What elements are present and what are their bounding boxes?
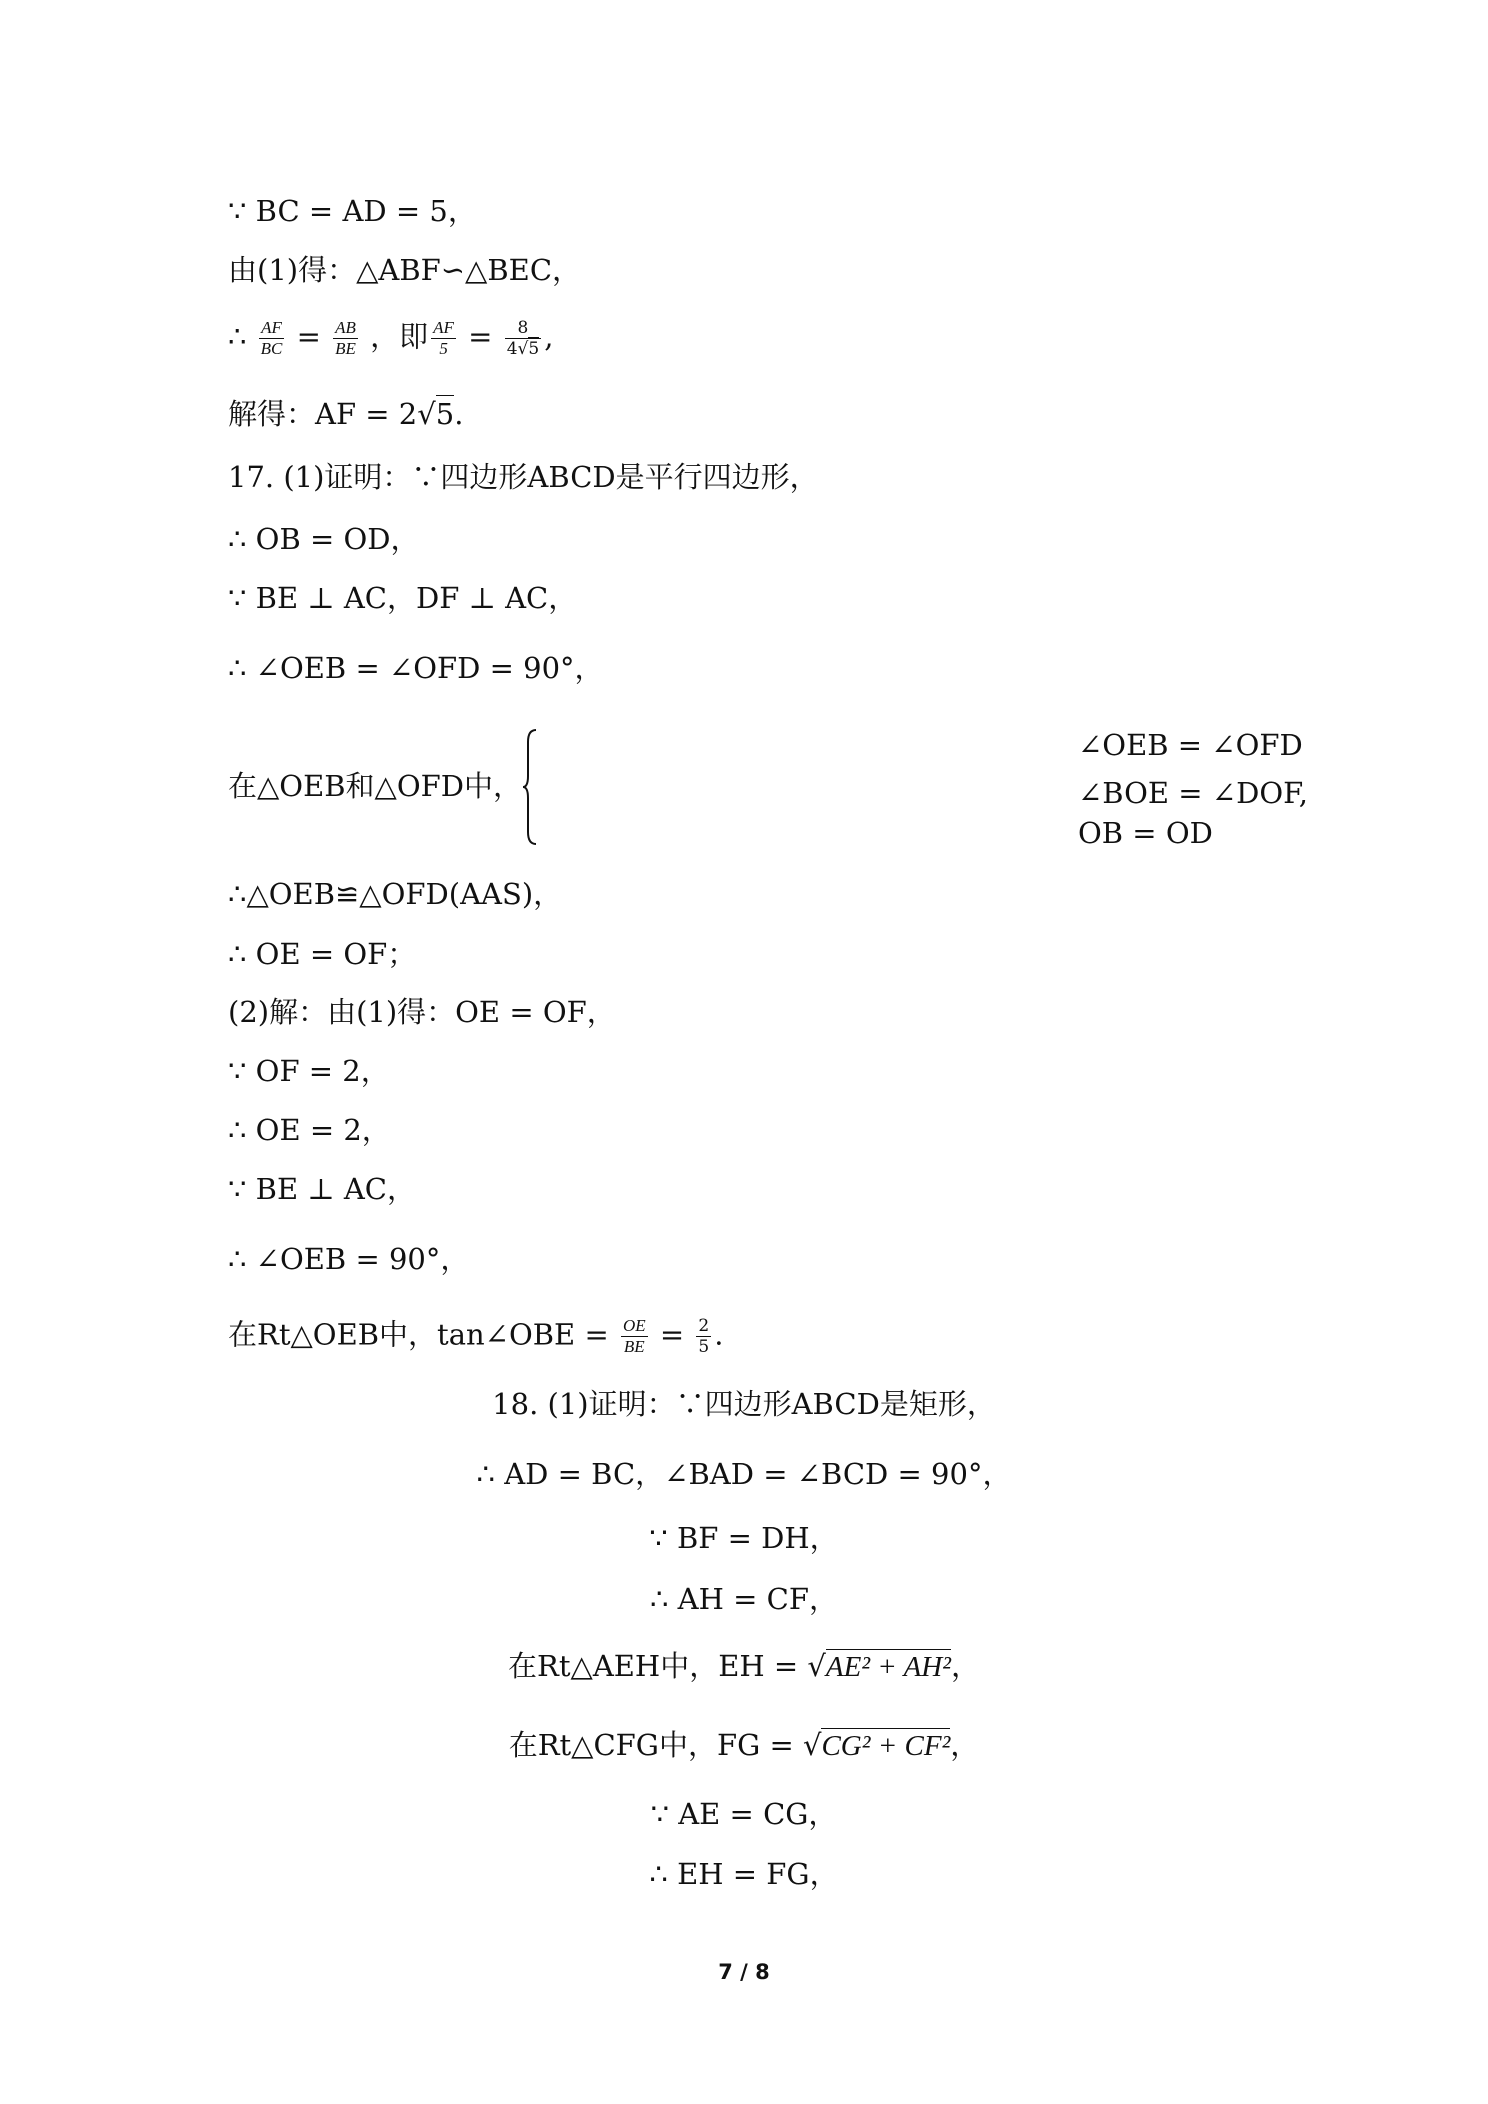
period: .	[714, 1317, 724, 1352]
fraction-numerator: AF	[433, 318, 454, 337]
text-solve: 解得：AF = 2	[228, 397, 418, 431]
system-row: OB = OD	[1078, 816, 1213, 850]
equals-sign: =	[659, 1317, 685, 1352]
line-tan	[228, 1316, 723, 1357]
comma: ，	[950, 1728, 980, 1762]
fraction-denominator: 5	[439, 339, 448, 358]
fraction-numerator: 8	[505, 318, 542, 339]
fraction-numerator: AB	[335, 318, 356, 337]
comma: ,	[544, 319, 554, 354]
page-number: 7 / 8	[718, 1960, 770, 1984]
fraction-denominator: BC	[260, 339, 283, 358]
therefore-symbol: ∴	[228, 319, 247, 354]
fraction-numerator: OE	[622, 1316, 646, 1335]
fraction-ab-be	[333, 318, 358, 359]
radicand: AE² + AH²	[825, 1651, 951, 1683]
text-namely: ，即	[370, 319, 429, 354]
fraction-numerator: 2	[698, 1316, 710, 1336]
part-2-heading: (2)解：由(1)得：OE = OF，	[228, 995, 616, 1029]
line-solve-af: 解得：AF = 2√5.	[228, 397, 464, 431]
radicand: CG² + CF²	[821, 1730, 951, 1762]
line-bc-ad: ∵ BC = AD = 5，	[228, 194, 477, 228]
text-eh: 在Rt△AEH中，EH =	[508, 1649, 808, 1683]
text-fg: 在Rt△CFG中，FG =	[508, 1728, 803, 1762]
line-congruent: ∴△OEB≌△OFD(AAS)，	[228, 877, 563, 911]
line-ad-bc: ∴ AD = BC，∠BAD = ∠BCD = 90°，	[476, 1457, 1012, 1491]
fraction-2-5	[696, 1316, 711, 1357]
line-in-triangles: 在△OEB和△OFD中，	[228, 769, 523, 803]
equals-sign: =	[468, 319, 493, 354]
fraction-denominator: 4√5	[506, 339, 540, 359]
fraction-denominator: BE	[623, 1337, 645, 1356]
line-of-2: ∵ OF = 2，	[228, 1054, 390, 1088]
radicand: 5	[435, 397, 455, 431]
equals-sign: =	[296, 319, 321, 354]
text-tan: 在Rt△OEB中，tan∠OBE =	[228, 1317, 609, 1352]
fraction-oe-be	[621, 1316, 648, 1357]
line-ob-od: ∴ OB = OD，	[228, 522, 420, 556]
question-17-heading: 17. (1)证明：∵四边形ABCD是平行四边形，	[228, 460, 819, 494]
fraction-denominator: 5	[698, 1337, 710, 1357]
line-oe-of: ∴ OE = OF；	[228, 937, 417, 971]
line-similar-triangles: 由(1)得：△ABF∽△BEC，	[228, 253, 582, 287]
radicand: 5	[528, 339, 540, 359]
question-18-heading: 18. (1)证明：∵四边形ABCD是矩形，	[492, 1387, 996, 1421]
system-row: ∠OEB = ∠OFD	[1078, 728, 1303, 762]
brace-icon	[522, 728, 538, 846]
line-be-perp-ac: ∵ BE ⊥ AC，	[228, 1172, 416, 1206]
line-oe-2: ∴ OE = 2，	[228, 1113, 391, 1147]
fraction-af-5	[431, 318, 456, 359]
coefficient: 4	[506, 339, 518, 359]
period: .	[454, 397, 464, 431]
line-ae-cg: ∵ AE = CG，	[650, 1797, 838, 1831]
line-angle-oeb: ∴ ∠OEB = 90°，	[228, 1242, 470, 1276]
system-row: ∠BOE = ∠DOF,	[1078, 776, 1308, 810]
line-eh-fg: ∴ EH = FG，	[649, 1857, 839, 1891]
fraction-8-4root5	[505, 318, 542, 359]
comma: ，	[950, 1649, 980, 1683]
line-bf-dh: ∵ BF = DH，	[649, 1521, 839, 1555]
fraction-af-bc	[259, 318, 285, 359]
line-ah-cf: ∴ AH = CF，	[650, 1582, 838, 1616]
line-right-angles: ∴ ∠OEB = ∠OFD = 90°，	[228, 651, 604, 685]
fraction-numerator: AF	[259, 318, 285, 339]
line-fg: 在Rt△CFG中，FG = √CG² + CF²，	[508, 1728, 980, 1762]
line-eh: 在Rt△AEH中，EH = √AE² + AH²，	[508, 1649, 980, 1683]
fraction-denominator: BE	[335, 339, 356, 358]
line-ratio	[228, 318, 553, 359]
line-perpendicular: ∵ BE ⊥ AC，DF ⊥ AC，	[228, 581, 578, 615]
